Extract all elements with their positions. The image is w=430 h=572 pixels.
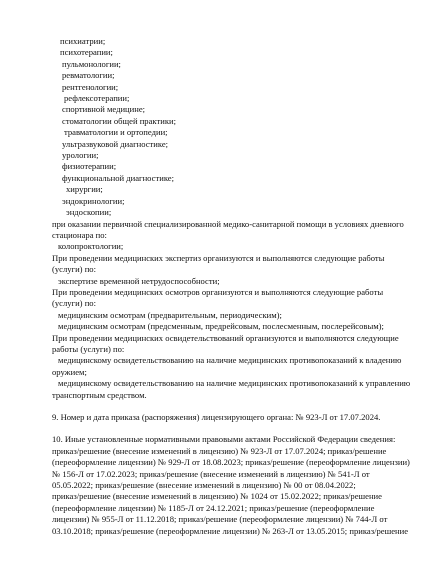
specialty-item: спортивной медицине; — [62, 104, 146, 115]
specialty-item: психотерапии; — [60, 47, 113, 58]
exams-line: При проведении медицинских осмотров организуются и выполняются следующие работы — [52, 286, 384, 297]
specialty-item: стоматологии общей практики; — [62, 115, 176, 126]
section-10-line: № 156-Л от 17.02.2023; приказ/решение (внесение изменений в лицензию) № 541-Л от — [52, 468, 370, 479]
exams-item: медицинским осмотрам (предсменным, предрейсовым, послесменным, послерейсовым); — [58, 321, 384, 332]
specialty-item: эндоскопии; — [66, 207, 112, 218]
exams-section — [52, 287, 408, 333]
expertise-section — [52, 253, 408, 287]
specialty-item: ревматологии; — [62, 70, 115, 81]
section-10-line: приказ/решение (внесение изменений в лицензию) № 923-Л от 17.07.2024; приказ/решение — [52, 445, 387, 456]
certification-line: работы (услуги) по: — [52, 343, 125, 354]
specialty-item: пульмонологии; — [62, 58, 121, 69]
section-9-order: 9. Номер и дата приказа (распоряжения) лицензирующего органа: № 923-Л от 17.07.2024. — [52, 412, 381, 422]
specialty-item: физиотерапии; — [62, 161, 117, 172]
exams-line: (услуги) по: — [52, 298, 96, 309]
section-10-line: (переоформление лицензии) № 1185-Л от 24.12.2021; приказ/решение (переоформление — [52, 502, 375, 513]
day-hospital-section — [52, 219, 408, 253]
section-10-line: 05.05.2022; приказ/решение (внесение изменений в лицензию) № 00 от 08.04.2022; — [52, 480, 356, 491]
day-hospital-item: колопроктологии; — [58, 241, 124, 252]
specialty-item: травматологии и ортопедии; — [64, 127, 168, 138]
section-10-line: приказ/решение (внесение изменений в лицензию) № 1024 от 15.02.2022; приказ/решение — [52, 491, 382, 502]
day-hospital-line: стационара по: — [52, 229, 107, 240]
specialty-item: психиатрии; — [60, 36, 106, 46]
certification-line: При проведении медицинских освидетельствований организуются и выполняются следующие — [52, 332, 399, 343]
specialty-item: ультразвуковой диагностике; — [62, 138, 169, 149]
certification-item: медицинскому освидетельствованию на наличие медицинских противопоказаний к управлению — [58, 378, 411, 389]
certification-item-continuation: оружием; — [52, 366, 87, 377]
exams-item: медицинским осмотрам (предварительным, периодическим); — [58, 309, 282, 320]
specialty-item: рефлексотерапии; — [64, 93, 130, 104]
section-10-line: 10. Иные установленные нормативными правовыми актами Российской Федерации сведения: — [52, 434, 396, 445]
specialty-item: эндокринологии; — [62, 195, 125, 206]
specialty-item: рентгенологии; — [62, 81, 119, 92]
expertise-line: При проведении медицинских экспертиз организуются и выполняются следующие работы — [52, 252, 385, 263]
section-10-line: (переоформление лицензии) № 929-Л от 18.08.2023; приказ/решение (переоформление лицензии) — [52, 457, 410, 468]
specialty-item: функциональной диагностике; — [62, 172, 175, 183]
section-10-other-info — [52, 434, 408, 537]
day-hospital-line: при оказании первичной специализированной медико-санитарной помощи в условиях дневного — [52, 218, 404, 229]
specialty-item: хирургии; — [66, 184, 103, 195]
expertise-line: (услуги) по: — [52, 264, 96, 275]
certification-item-continuation: транспортным средством. — [52, 389, 147, 400]
section-10-line: лицензии) № 955-Л от 11.12.2018; приказ/решение (переоформление лицензии) № 744-Л от — [52, 514, 388, 525]
section-10-line: 03.10.2018; приказ/решение (переоформление лицензии) № 263-Л от 13.05.2015; приказ/решение — [52, 525, 409, 536]
expertise-item: экспертизе временной нетрудоспособности; — [58, 275, 220, 286]
specialty-item: урологии; — [62, 150, 99, 161]
certification-section — [52, 332, 411, 401]
certification-item: медицинскому освидетельствованию на наличие медицинских противопоказаний к владению — [58, 355, 402, 366]
specialty-list — [52, 36, 408, 219]
